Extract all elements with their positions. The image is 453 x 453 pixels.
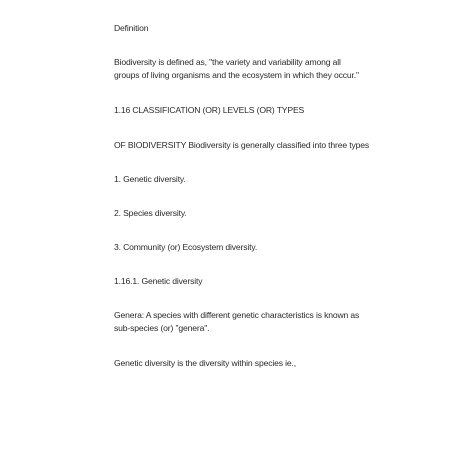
definition-heading: Definition — [114, 23, 149, 33]
section-intro: OF BIODIVERSITY Biodiversity is generally classified into three types — [114, 140, 370, 150]
list-item-genetic: 1. Genetic diversity. — [114, 174, 186, 184]
definition-line: groups of living organisms and the ecosystem in which they occur." — [114, 69, 359, 80]
subsection-title: 1.16.1. Genetic diversity — [114, 276, 203, 286]
definition-line: Biodiversity is defined as, "the variety and variability among all — [114, 57, 341, 67]
closing-line: Genetic diversity is the diversity within species ie., — [114, 358, 296, 368]
genera-line: Genera: A species with different genetic characteristics is known as — [114, 310, 360, 320]
list-item-species: 2. Species diversity. — [114, 208, 187, 218]
list-item-ecosystem: 3. Community (or) Ecosystem diversity. — [114, 242, 258, 252]
definition-paragraph — [114, 56, 359, 81]
genera-paragraph — [114, 309, 360, 334]
genera-line: sub-species (or) "genera". — [114, 322, 210, 333]
section-title: 1.16 CLASSIFICATION (OR) LEVELS (OR) TYPES — [114, 105, 305, 115]
